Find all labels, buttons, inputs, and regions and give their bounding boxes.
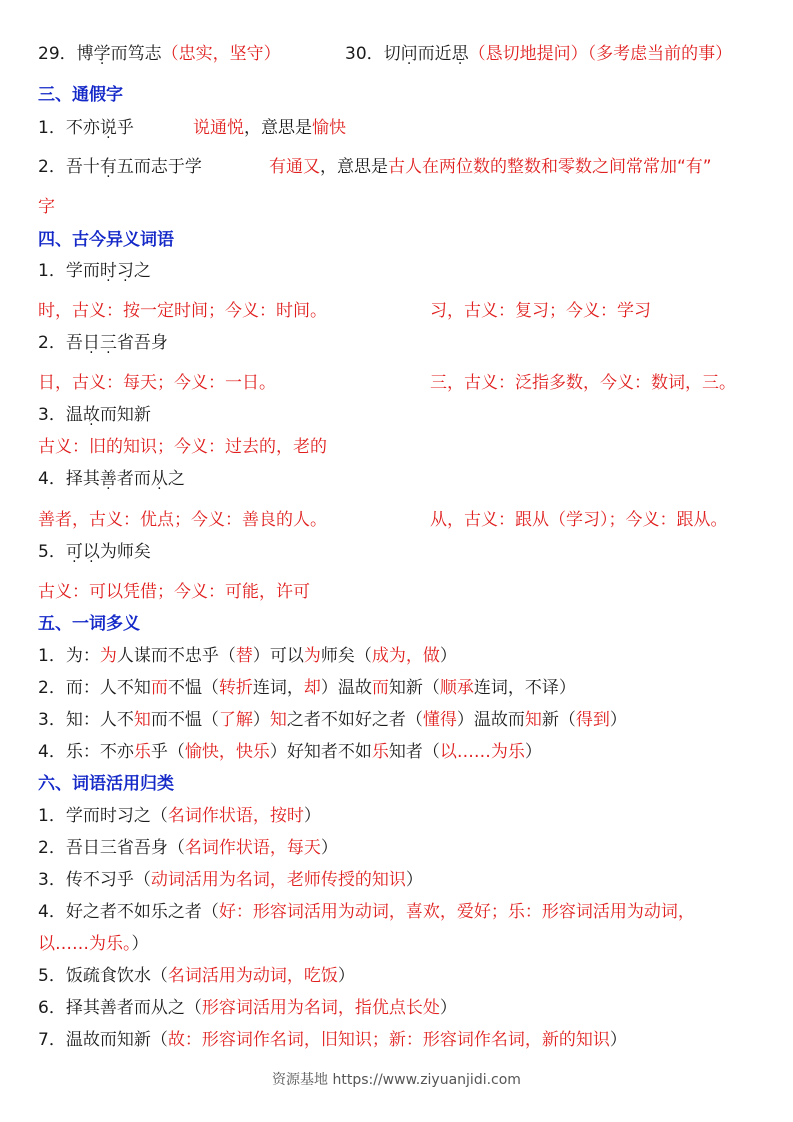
s6-item-4-continued	[38, 932, 763, 956]
text: ）好知者不如	[269, 742, 372, 762]
highlight: 为	[303, 646, 321, 666]
item-29-text: 29．博	[38, 44, 94, 64]
text: 知新（	[388, 678, 440, 698]
dotted-char: 三	[99, 333, 117, 353]
highlight: 动词活用为名词，老师传授的知识	[150, 870, 406, 890]
text: ）	[337, 966, 355, 986]
highlight: 而	[150, 678, 168, 698]
answer-text: 说通悦	[193, 118, 244, 138]
text: ）	[320, 838, 338, 858]
highlight: 为	[99, 646, 117, 666]
text: 6．择其善者而从之（	[38, 998, 202, 1018]
highlight: 名词作状语，每天	[184, 838, 321, 858]
text: 不愠（	[167, 678, 219, 698]
question-text: 五而志于学	[116, 157, 202, 177]
dotted-char: 从	[150, 469, 168, 489]
question-text: 1．不亦	[38, 118, 100, 138]
text: ）	[303, 806, 321, 826]
s4-item-5-question	[38, 540, 763, 564]
question-text: 乎	[116, 118, 134, 138]
item-30-answer: （恳切地提问）（多考虑当前的事）	[468, 44, 733, 64]
answer-text: 三，古义：泛指多数，今义：数词，三。	[430, 373, 736, 393]
s6-item-4	[38, 900, 763, 924]
answer-connector: ，意思是	[320, 157, 388, 177]
highlight: 名词作状语，按时	[167, 806, 304, 826]
highlight: 却	[303, 678, 321, 698]
answer-text: 日，古义：每天；今义：一日。	[38, 373, 276, 393]
dotted-char: 时	[99, 261, 117, 281]
highlight: 懂得	[422, 710, 457, 730]
text: 1．学而时习之（	[38, 806, 168, 826]
highlight: 故：形容词作名词，旧知识；新：形容词作名词，新的知识	[167, 1030, 610, 1050]
dotted-char: 说	[99, 118, 117, 138]
section-4-heading: 四、古今异义词语	[38, 230, 174, 250]
item-29-30	[38, 42, 763, 66]
dotted-char: 以	[82, 542, 100, 562]
answer-text: 愉快	[312, 118, 346, 138]
text: 2．而：人不知	[38, 678, 151, 698]
item-30-text-2: 而近	[417, 44, 452, 64]
highlight: 名词活用为动词，吃饭	[167, 966, 338, 986]
text: 之者不如好之者（	[286, 710, 423, 730]
s6-item-5	[38, 964, 763, 988]
s6-item-6	[38, 996, 763, 1020]
text: 3．知：人不	[38, 710, 134, 730]
highlight: 乐	[371, 742, 389, 762]
highlight: 愉快，快乐	[184, 742, 270, 762]
text: 1．为：	[38, 646, 100, 666]
text: 2．吾日三省吾身（	[38, 838, 185, 858]
s5-item-3	[38, 708, 763, 732]
highlight: 形容词活用为名词，指优点长处	[201, 998, 440, 1018]
dotted-char: 故	[82, 405, 100, 425]
question-text: 2．吾	[38, 333, 83, 353]
highlight: 乐	[133, 742, 151, 762]
question-text: 之	[133, 261, 151, 281]
highlight: 顺承	[439, 678, 474, 698]
s6-item-1	[38, 804, 763, 828]
dotted-char: 问	[400, 44, 418, 64]
s6-item-2	[38, 836, 763, 860]
text: ）温故而	[456, 710, 525, 730]
question-text: 5．	[38, 542, 66, 562]
item-29-text-2: 而笃志	[110, 44, 162, 64]
dotted-char: 思	[451, 44, 469, 64]
text: 4．乐：不亦	[38, 742, 134, 762]
highlight: 以……为乐。	[38, 934, 132, 954]
s4-item-3-answer: 古义：旧的知识；今义：过去的，老的	[38, 437, 327, 457]
dotted-char: 善	[99, 469, 117, 489]
answer-text: 有通又	[269, 157, 320, 177]
question-text: 之	[167, 469, 185, 489]
text: 而不愠（	[150, 710, 219, 730]
section-6-heading: 六、词语活用归类	[38, 774, 174, 794]
s3-item-1	[38, 116, 763, 140]
item-29-answer: （忠实，坚守）	[161, 44, 281, 64]
text: ）	[439, 998, 457, 1018]
dotted-char: 学	[93, 44, 111, 64]
highlight: 知	[524, 710, 542, 730]
highlight: 知	[133, 710, 151, 730]
highlight: 好：形容词活用为动词，喜欢，爱好；乐：形容词活用为动词，	[218, 902, 695, 922]
question-text: 者而	[116, 469, 151, 489]
question-text: 为师矣	[99, 542, 151, 562]
text: 乎（	[150, 742, 185, 762]
answer-text: 从，古义：跟从（学习）；今义：跟从。	[430, 510, 728, 530]
text: 师矣（	[320, 646, 372, 666]
text: ）	[524, 742, 542, 762]
s6-item-7	[38, 1028, 763, 1052]
question-text: 3．温	[38, 405, 83, 425]
highlight: 成为，做	[371, 646, 440, 666]
s5-item-2	[38, 676, 763, 700]
text: ）	[405, 870, 423, 890]
highlight: 转折	[218, 678, 253, 698]
s4-item-3-question	[38, 403, 763, 427]
highlight: 了解	[218, 710, 253, 730]
answer-text: 习，古义：复习；今义：学习	[430, 301, 651, 321]
dotted-char: 有	[99, 157, 117, 177]
dotted-char: 日	[82, 333, 100, 353]
text: 7．温故而知新（	[38, 1030, 168, 1050]
text: ）温故	[320, 678, 372, 698]
text: ）可以	[252, 646, 304, 666]
question-text: 省吾身	[116, 333, 168, 353]
text: 5．饭疏食饮水（	[38, 966, 168, 986]
text: ）	[252, 710, 270, 730]
answer-text: 时，古义：按一定时间；今义：时间。	[38, 301, 327, 321]
s4-item-5-answer: 古义：可以凭借；今义：可能，许可	[38, 582, 310, 602]
question-text: 而知新	[99, 405, 151, 425]
s6-item-3	[38, 868, 763, 892]
answer-text: 古人在两位数的整数和零数之间常常加“有”	[388, 157, 712, 177]
s4-item-1-answer	[38, 299, 763, 323]
text: 知者（	[388, 742, 440, 762]
question-text: 1．学而	[38, 261, 100, 281]
highlight: 得到	[575, 710, 610, 730]
text: 4．好之者不如乐之者（	[38, 902, 219, 922]
footer-watermark: 资源基地 https://www.ziyuanjidi.com	[272, 1072, 521, 1088]
s4-item-1-question	[38, 259, 763, 283]
s4-item-4-answer	[38, 508, 763, 532]
dotted-char: 可	[65, 542, 83, 562]
highlight: 知	[269, 710, 287, 730]
highlight: 替	[235, 646, 253, 666]
s3-item-2-continued: 字	[38, 197, 55, 217]
text: 连词，	[252, 678, 304, 698]
dotted-char: 习	[116, 261, 134, 281]
highlight: 以……为乐	[439, 742, 525, 762]
text: 连词，不译）	[473, 678, 576, 698]
highlight: 而	[371, 678, 389, 698]
text: ）	[439, 646, 457, 666]
s5-item-1	[38, 644, 763, 668]
item-30-text: 30．切	[345, 44, 401, 64]
s4-item-4-question	[38, 467, 763, 491]
section-5-heading: 五、一词多义	[38, 614, 140, 634]
question-text: 2．吾十	[38, 157, 100, 177]
question-text: 4．择其	[38, 469, 100, 489]
s4-item-2-question	[38, 331, 763, 355]
s5-item-4	[38, 740, 763, 764]
s4-item-2-answer	[38, 371, 763, 395]
text: 3．传不习乎（	[38, 870, 151, 890]
answer-text: 善者，古义：优点；今义：善良的人。	[38, 510, 327, 530]
text: ）	[609, 1030, 627, 1050]
section-3-heading: 三、通假字	[38, 85, 123, 105]
answer-connector: ，意思是	[244, 118, 312, 138]
text: ）	[609, 710, 627, 730]
text: ）	[131, 934, 149, 954]
s3-item-2	[38, 155, 763, 179]
text: 人谋而不忠乎（	[116, 646, 236, 666]
text: 新（	[541, 710, 576, 730]
